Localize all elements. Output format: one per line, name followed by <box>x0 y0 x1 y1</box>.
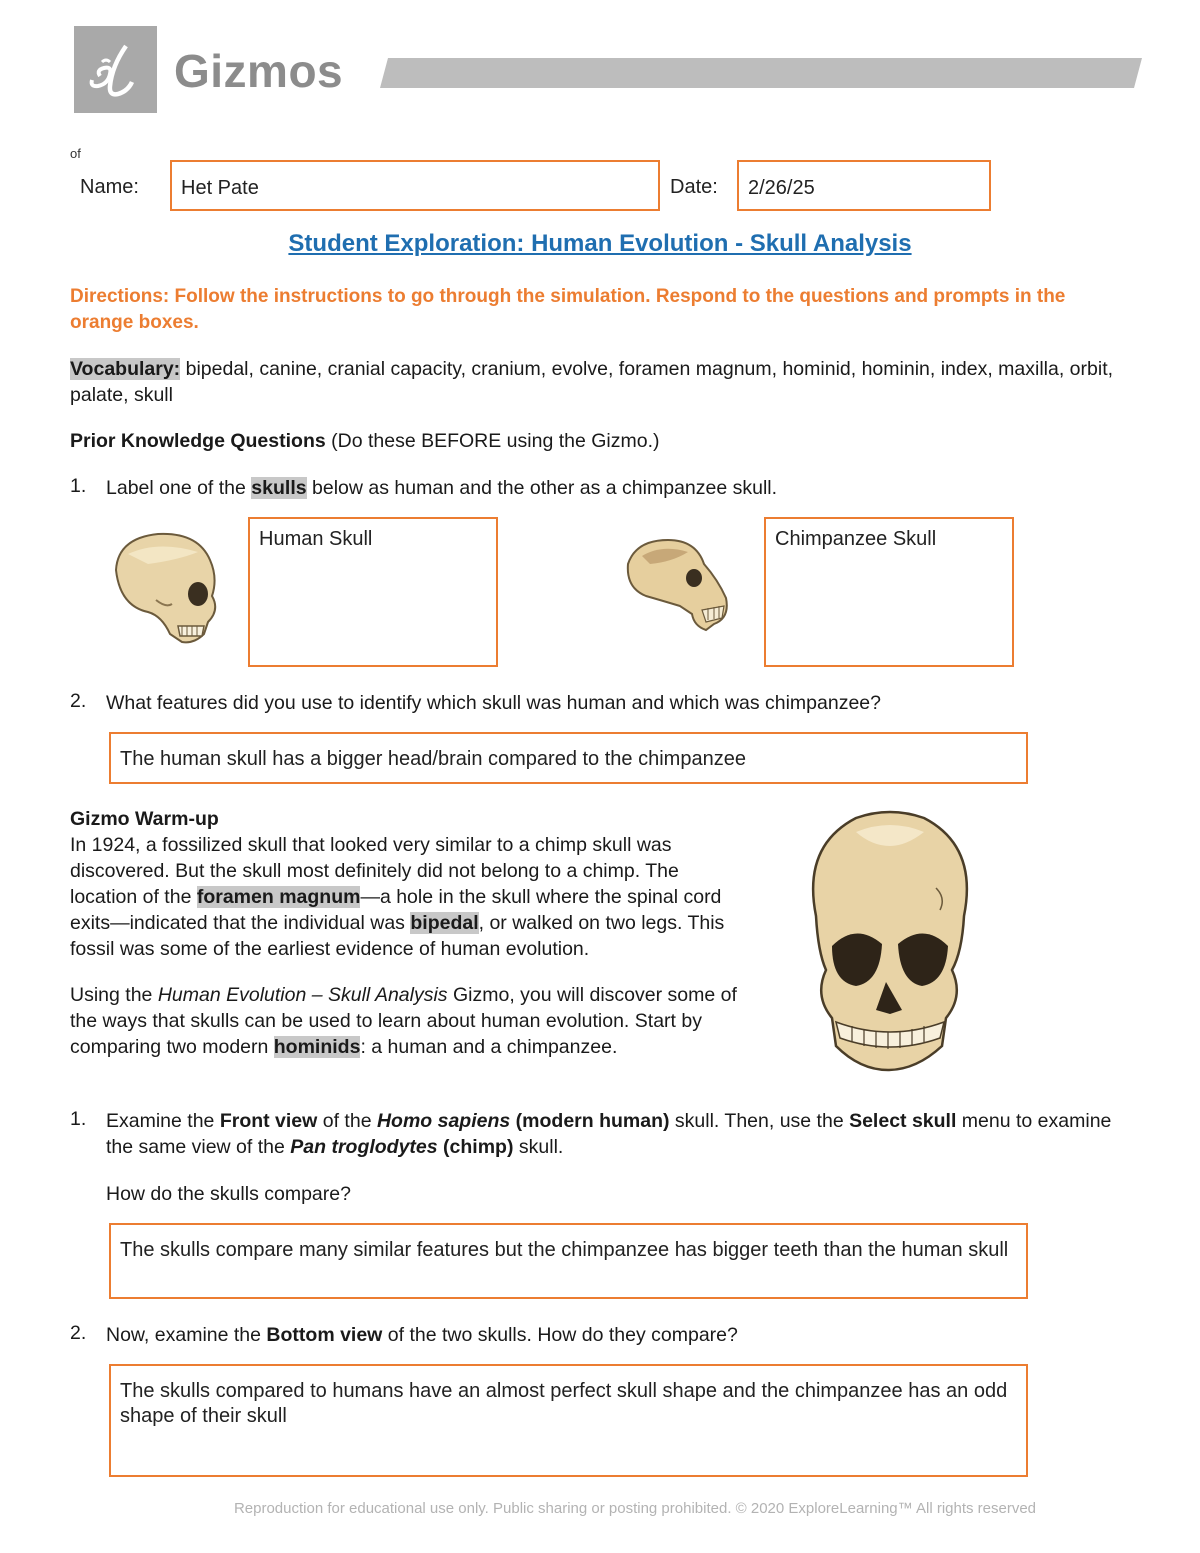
front-skull-image <box>796 806 982 1074</box>
warmup-heading: Gizmo Warm-up <box>70 808 219 830</box>
date-field[interactable]: 2/26/25 <box>737 160 991 211</box>
date-label: Date: <box>670 176 718 198</box>
warmup-question-1-text <box>106 1108 1116 1160</box>
warmup-p1-b: —a hole in the skull where the spinal cord exits—indicated that the individual was <box>70 886 722 934</box>
warmup-question-1-answer-box[interactable]: The skulls compare many similar features but the chimpanzee has bigger teeth than the human skull <box>109 1223 1028 1299</box>
wq1-t2: of the <box>317 1110 377 1132</box>
wq1-chimp: (chimp) <box>437 1136 514 1158</box>
warmup-p1-a: In 1924, a fossilized skull that looked very similar to a chimp skull was discovered. But the skull most definitely did not belong to a chimp. The location of the <box>70 834 679 908</box>
warmup-p2-b: Gizmo, you will discover some of the ways that skulls can be used to learn about human evolution. Start by comparing two modern <box>70 984 737 1058</box>
wq1-t1: Examine the <box>106 1110 220 1132</box>
name-label: Name: <box>80 176 139 198</box>
q1-text-a: Label one of the <box>106 477 252 499</box>
prior-knowledge-note: (Do these BEFORE using the Gizmo.) <box>325 430 660 452</box>
gizmos-wordmark: Gizmos <box>174 45 344 97</box>
wq1-t4: menu to examine the same view of the <box>106 1110 1112 1158</box>
warmup-highlight-bipedal: bipedal <box>410 912 479 934</box>
wq1-pan-troglodytes: Pan troglodytes <box>290 1136 438 1158</box>
directions-text: Directions: Follow the instructions to go through the simulation. Respond to the questions and prompts in the orange boxes. <box>70 286 1066 333</box>
question-1-number: 1. <box>70 475 87 497</box>
warmup-highlight-hominids: hominids <box>273 1036 361 1058</box>
chimpanzee-skull-answer-box[interactable]: Chimpanzee Skull <box>764 517 1014 667</box>
question-1-text <box>106 475 777 501</box>
footer-copyright: Reproduction for educational use only. Public sharing or posting prohibited. © 2020 ExploreLearning™ All rights reserved <box>233 1500 1037 1517</box>
explorelearning-logo-icon <box>74 26 157 113</box>
wq1-select-skull: Select skull <box>849 1110 957 1132</box>
warmup-question-1-prompt: How do the skulls compare? <box>106 1183 351 1205</box>
warmup-question-1-number: 1. <box>70 1108 87 1130</box>
prior-knowledge-heading <box>70 428 660 454</box>
human-skull-answer-box[interactable]: Human Skull <box>248 517 498 667</box>
warmup-p2-c: : a human and a chimpanzee. <box>360 1036 618 1058</box>
q1-highlight: skulls <box>251 477 307 499</box>
wq2-t2: of the two skulls. How do they compare? <box>382 1324 738 1346</box>
wq1-front-view: Front view <box>219 1110 318 1132</box>
page-title: Student Exploration: Human Evolution - Skull Analysis <box>288 230 912 257</box>
human-skull-image <box>108 530 226 650</box>
warmup-paragraph-1 <box>70 832 750 962</box>
vocabulary-section <box>70 356 1130 408</box>
warmup-highlight-foramen: foramen magnum <box>196 886 361 908</box>
header-bar <box>380 58 1142 88</box>
wq1-t3: skull. Then, use the <box>669 1110 850 1132</box>
warmup-gizmo-name: Human Evolution – Skull Analysis <box>157 984 448 1006</box>
question-2-text: What features did you use to identify which skull was human and which was chimpanzee? <box>106 692 881 714</box>
warmup-question-2-text <box>106 1322 1116 1348</box>
q1-text-b: below as human and the other as a chimpanzee skull. <box>306 477 778 499</box>
question-2-answer-box[interactable]: The human skull has a bigger head/brain compared to the chimpanzee <box>109 732 1028 784</box>
warmup-question-2-answer-box[interactable]: The skulls compared to humans have an almost perfect skull shape and the chimpanzee has an odd shape of their skull <box>109 1364 1028 1477</box>
prior-knowledge-title: Prior Knowledge Questions <box>70 430 326 452</box>
wq2-bottom-view: Bottom view <box>266 1324 383 1346</box>
question-2-number: 2. <box>70 690 87 712</box>
of-label: of <box>70 146 81 161</box>
warmup-question-2-number: 2. <box>70 1322 87 1344</box>
vocabulary-list: bipedal, canine, cranial capacity, cranium, evolve, foramen magnum, hominid, hominin, index, maxilla, orbit, palate, skull <box>70 358 1114 406</box>
wq1-homo-sapiens: Homo sapiens <box>376 1110 511 1132</box>
vocabulary-label: Vocabulary: <box>70 358 181 380</box>
wq2-t1: Now, examine the <box>106 1324 267 1346</box>
warmup-p2-a: Using the <box>70 984 158 1006</box>
chimpanzee-skull-image <box>622 534 732 634</box>
name-field[interactable]: Het Pate <box>170 160 660 211</box>
wq1-modern-human: (modern human) <box>510 1110 670 1132</box>
wq1-t5: skull. <box>513 1136 564 1158</box>
warmup-p1-c: , or walked on two legs. This fossil was some of the earliest evidence of human evolution. <box>70 912 725 960</box>
warmup-paragraph-2 <box>70 982 750 1060</box>
